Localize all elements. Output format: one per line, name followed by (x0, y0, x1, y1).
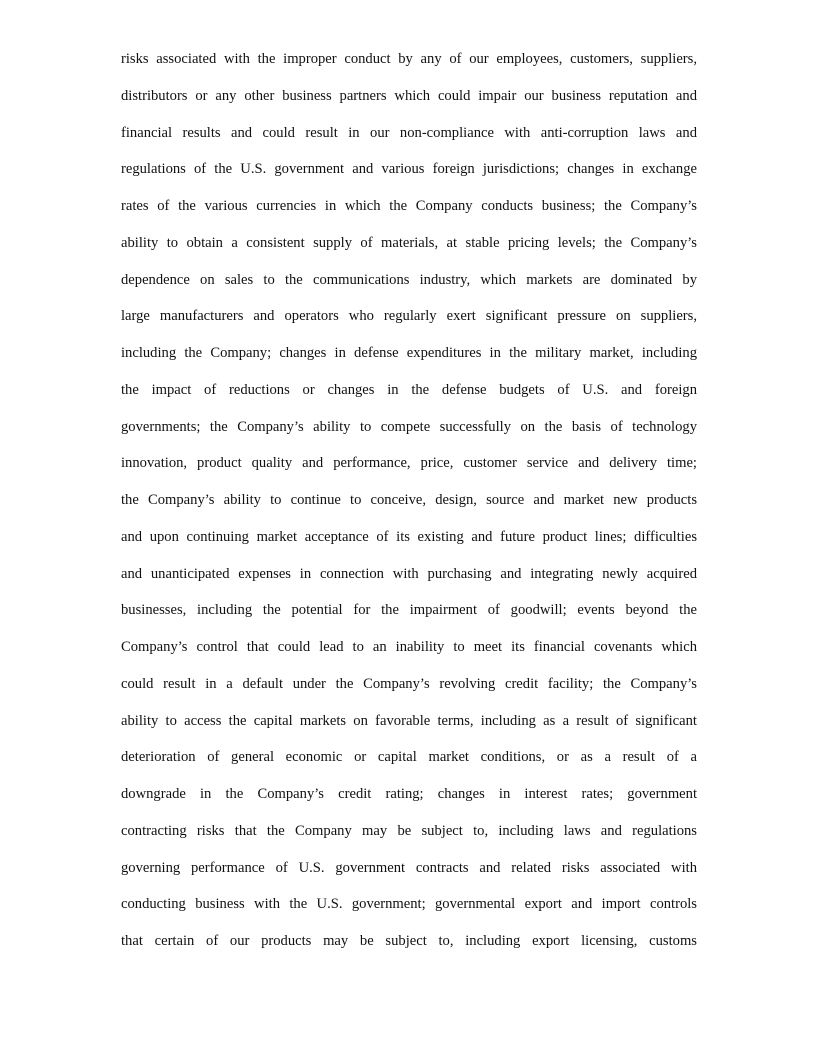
text-line: risks associated with the improper conduct by any of our employees, customers, suppliers, (121, 51, 697, 67)
text-line: ability to access the capital markets on favorable terms, including as a result of significant (121, 712, 697, 729)
text-line: could result in a default under the Company’s revolving credit facility; the Company’s (121, 675, 697, 692)
text-line: Company’s control that could lead to an inability to meet its financial covenants which (121, 639, 697, 655)
document-body (121, 45, 697, 964)
text-line: the impact of reductions or changes in the defense budgets of U.S. and foreign (121, 381, 697, 398)
text-line: large manufacturers and operators who regularly exert significant pressure on suppliers, (121, 308, 697, 325)
text-line: ability to obtain a consistent supply of materials, at stable pricing levels; the Company’s (121, 234, 697, 251)
text-line: innovation, product quality and performance, price, customer service and delivery time; (121, 455, 697, 472)
text-line: businesses, including the potential for the impairment of goodwill; events beyond the (121, 602, 697, 619)
text-line: downgrade in the Company’s credit rating; changes in interest rates; government (121, 786, 697, 802)
text-line: financial results and could result in our non-compliance with anti-corruption laws and (121, 124, 697, 141)
text-line: distributors or any other business partners which could impair our business reputation and (121, 87, 697, 104)
text-line: including the Company; changes in defense expenditures in the military market, including (121, 345, 697, 361)
text-line: regulations of the U.S. government and various foreign jurisdictions; changes in exchange (121, 161, 697, 178)
text-line: contracting risks that the Company may be subject to, including laws and regulations (121, 822, 697, 839)
text-line: dependence on sales to the communications industry, which markets are dominated by (121, 271, 697, 288)
text-line: the Company’s ability to continue to conceive, design, source and market new products (121, 492, 697, 508)
text-line: governing performance of U.S. government contracts and related risks associated with (121, 859, 697, 876)
text-line: conducting business with the U.S. government; governmental export and import controls (121, 896, 697, 913)
text-line: and upon continuing market acceptance of its existing and future product lines; difficulties (121, 528, 697, 545)
text-line: deterioration of general economic or capital market conditions, or as a result of a (121, 749, 697, 766)
text-line: and unanticipated expenses in connection with purchasing and integrating newly acquired (121, 565, 697, 582)
text-line: that certain of our products may be subject to, including export licensing, customs (121, 933, 697, 949)
text-line: governments; the Company’s ability to compete successfully on the basis of technology (121, 418, 697, 435)
text-line: rates of the various currencies in which the Company conducts business; the Company’s (121, 198, 697, 214)
